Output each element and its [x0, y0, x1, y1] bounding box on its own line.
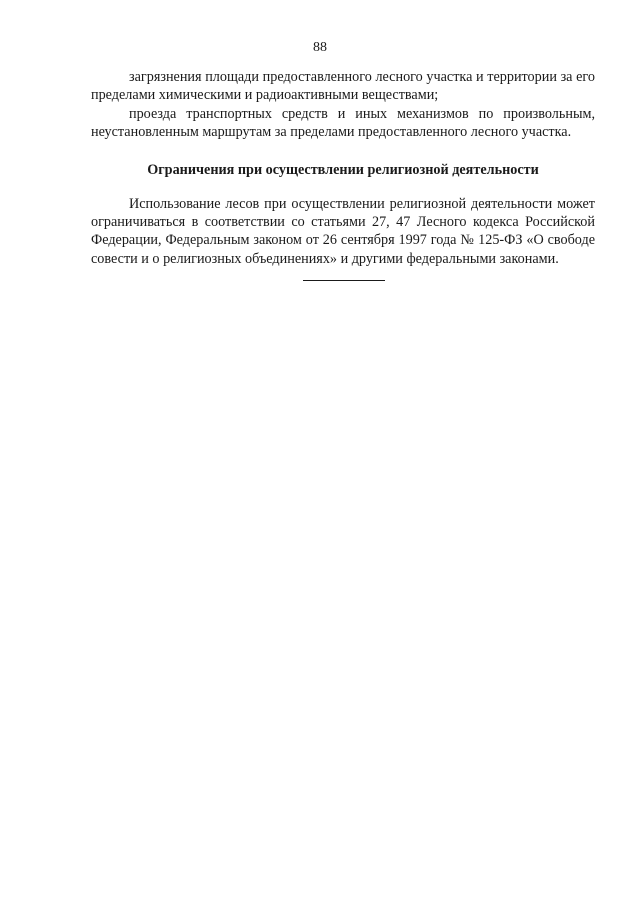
document-body — [91, 68, 595, 281]
section-heading: Ограничения при осуществлении религиозной деятельности — [147, 161, 539, 178]
paragraph-pollution: загрязнения площади предоставленного лесного участка и территории за его пределами химическими и радиоактивными веществами; — [91, 69, 595, 104]
paragraph-vehicles: проезда транспортных средств и иных механизмов по произвольным, неустановленным маршрутам за пределами предоставленного лесного участка. — [91, 105, 595, 141]
paragraph-religious-use: Использование лесов при осуществлении религиозной деятельности может ограничиваться в соответствии со статьями 27, 47 Лесного кодекса Российской Федерации, Федеральным законом от 26 сентября 1997 года № 125-ФЗ «О свободе совести и о религиозных объединениях» и другими федеральными законами. — [91, 195, 595, 267]
page-number: 88 — [313, 40, 327, 55]
section-divider — [303, 280, 385, 281]
